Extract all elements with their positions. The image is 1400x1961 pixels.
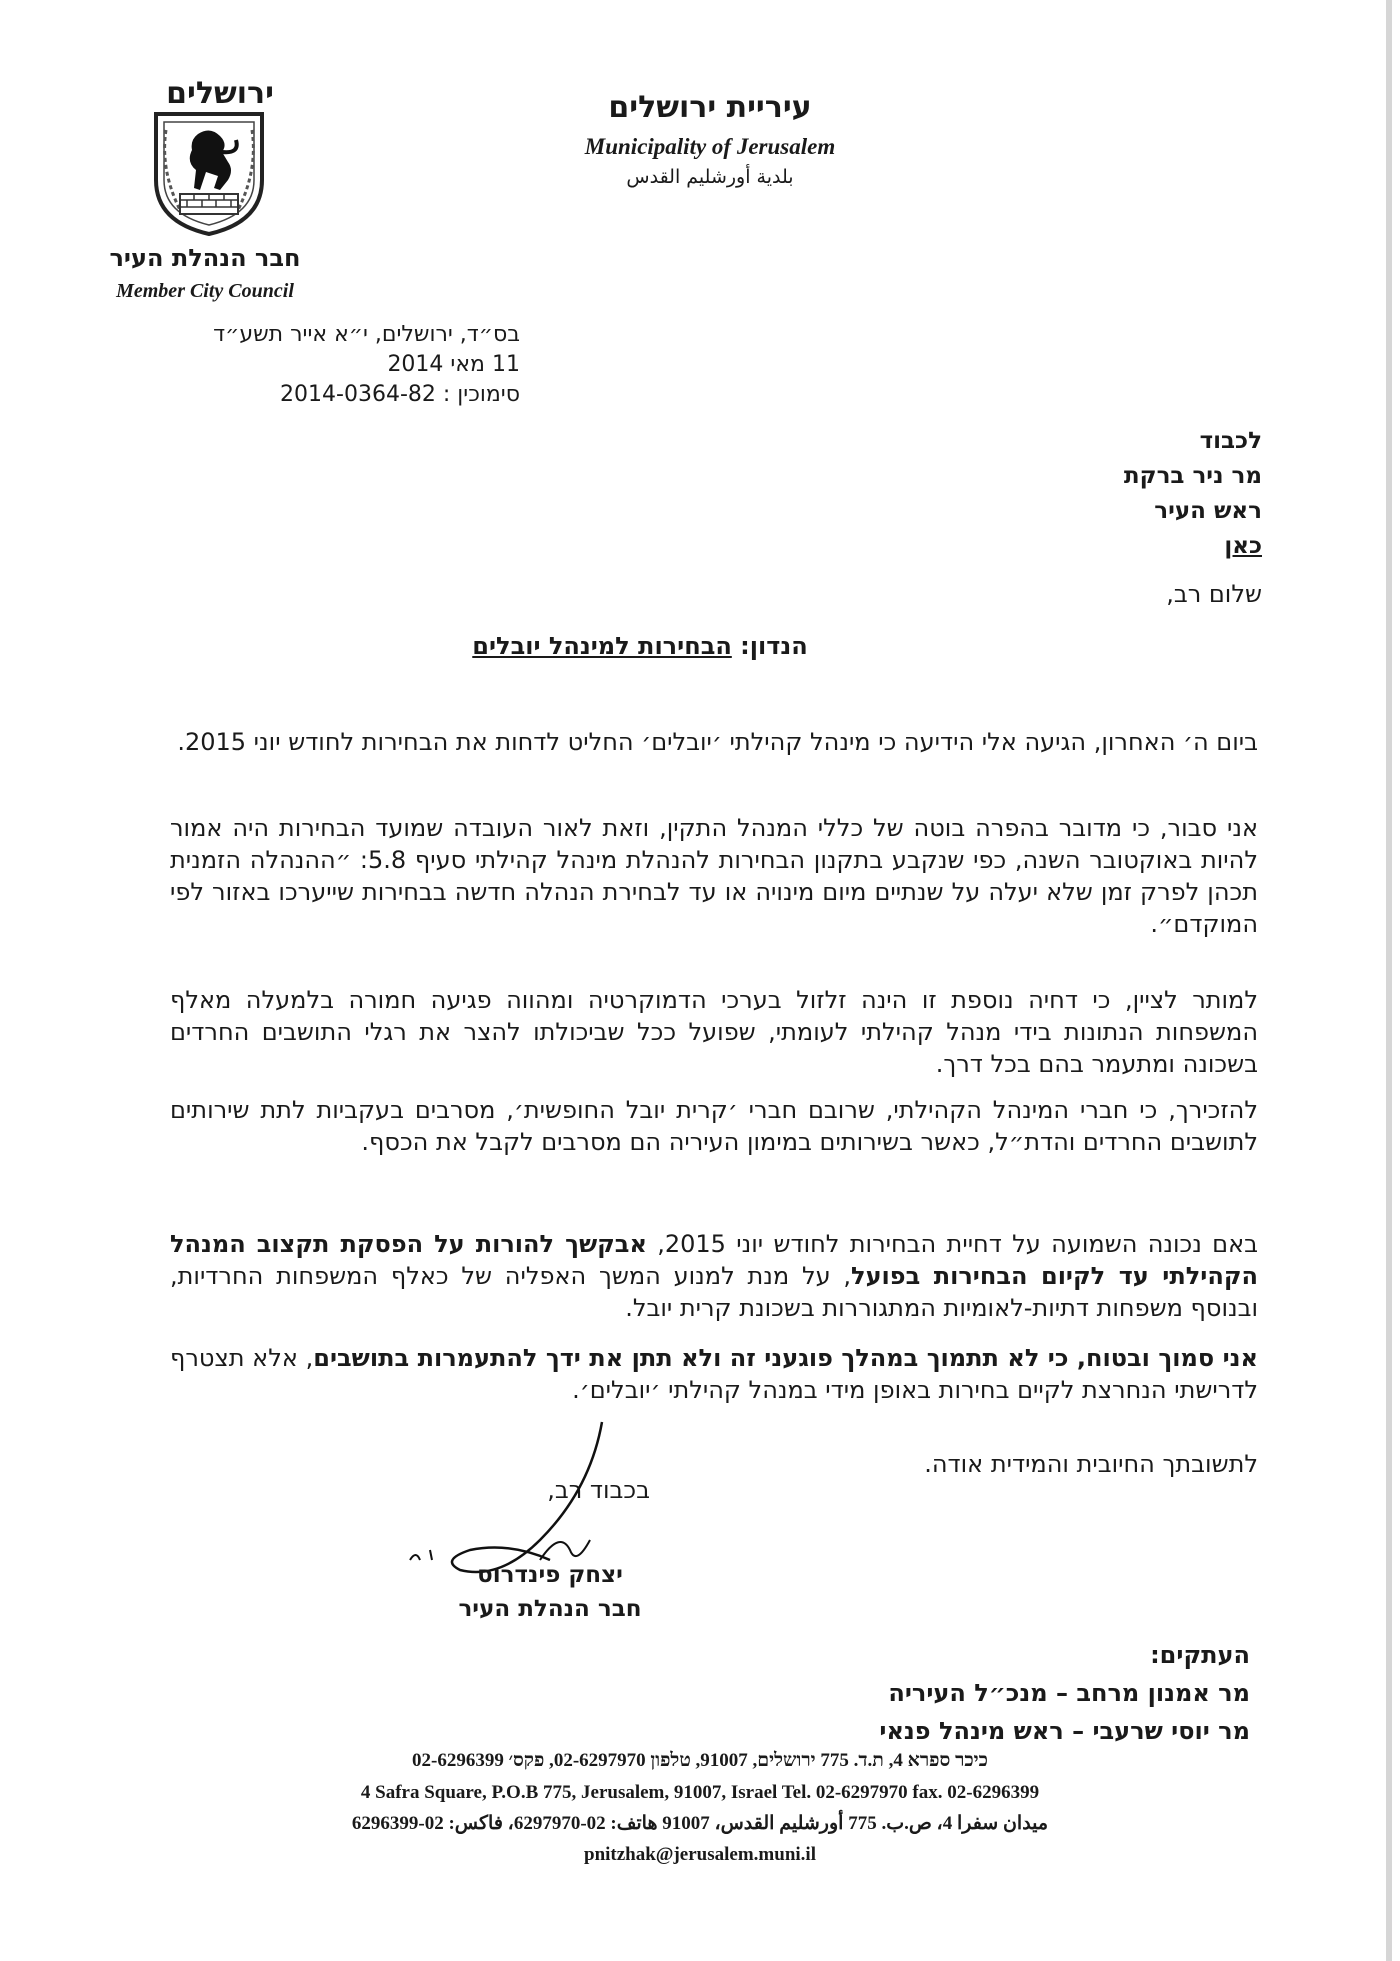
paragraph-5-emphasis: אבקשך להורות על הפסקת תקצוב המנהל הקהילתי עד לקיום הבחירות בפועל bbox=[170, 1230, 1258, 1290]
member-title-he: חבר הנהלת העיר bbox=[109, 244, 301, 272]
paragraph-7: לתשובתך החיובית והמידית אודה. bbox=[924, 1450, 1258, 1478]
jerusalem-emblem-icon bbox=[150, 110, 268, 238]
cc-label: העתקים: bbox=[1150, 1641, 1250, 1669]
footer-email: pnitzhak@jerusalem.muni.il bbox=[584, 1844, 816, 1865]
signer-name: יצחק פינדרוס bbox=[477, 1562, 623, 1588]
addressee-salutation: לכבוד bbox=[1199, 428, 1262, 454]
subject-text: הבחירות למינהל יובלים bbox=[472, 632, 732, 660]
addressee-here: כאן bbox=[1224, 533, 1262, 559]
municipality-name-ar: بلدية أورشليم القدس bbox=[626, 166, 794, 188]
addressee-title: ראש העיר bbox=[1154, 498, 1262, 524]
paragraph-4: להזכירך, כי חברי המינהל הקהילתי, שרובם חברי ׳קרית יובל החופשית׳, מסרבים בעקביות לתת שירותים לתושבים החרדים והדת״ל, כאשר בשירותים במימון העיריה הם מסרבים לקבל את הכסף. bbox=[170, 1096, 1258, 1156]
paragraph-2: אני סבור, כי מדובר בהפרה בוטה של כללי המנהל התקין, וזאת לאור העובדה שמועד הבחירות היה אמור להיות באוקטובר השנה, כפי שנקבע בתקנון הבחירות להנהלת מינהל קהילתי סעיף 5.8: ״ההנהלה הזמנית תכהן לפרק זמן שלא יעלה על שנתיים מיום מינויה או עד לבחירת הנהלה חדשה בבחירות שייערכו באזור לפי המוקדם״. bbox=[170, 814, 1258, 938]
paragraph-1: ביום ה׳ האחרון, הגיעה אלי הידיעה כי מינהל קהילתי ׳יובלים׳ החליט לדחות את הבחירות לחודש יוני 2015. bbox=[177, 728, 1258, 756]
municipality-name-en: Municipality of Jerusalem bbox=[584, 134, 836, 159]
addressee-name: מר ניר ברקת bbox=[1123, 463, 1262, 489]
subject-label: הנדון: bbox=[740, 632, 808, 660]
date-hebrew: בס״ד, ירושלים, י״א אייר תשע״ד bbox=[213, 322, 520, 347]
paragraph-6-emphasis: אני סמוך ובטוח, כי לא תתמוך במהלך פוגעני זה ולא תתן את ידך להתעמרות בתושבים bbox=[313, 1344, 1258, 1372]
cc-recipient-1: מר אמנון מרחב – מנכ״ל העיריה bbox=[888, 1679, 1250, 1707]
closing-regards: בכבוד רב, bbox=[547, 1476, 650, 1504]
date-block bbox=[160, 320, 520, 410]
emblem-city-name: ירושלים bbox=[166, 76, 274, 111]
paragraph-3: למותר לציין, כי דחיה נוספת זו הינה זלזול בערכי הדמוקרטיה ומהווה פגיעה חמורה בלמעלה מאלף המשפחות הנתונות בידי מנהל קהילתי לעומתי, שפועל ככל שביכולתו להצר את רגלי התושבים החרדים בשכונה ומתעמר בהם בכל דרך. bbox=[170, 986, 1258, 1078]
cc-block bbox=[750, 1636, 1250, 1750]
footer-address-he: כיכר ספרא 4, ת.ד. 775 ירושלים, 91007, טלפון 02-6297970, פקס׳ 02-6296399 bbox=[412, 1750, 988, 1771]
paragraph-6-end: , אלא תצטרף לדרישתי הנחרצת לקיים בחירות באופן מידי במנהל קהילתי ׳יובלים׳. bbox=[170, 1344, 1258, 1404]
reference-number: סימוכין : 2014-0364-82 bbox=[280, 382, 520, 407]
paragraph-6 bbox=[170, 1342, 1258, 1406]
paragraph-5-start: באם נכונה השמועה על דחיית הבחירות לחודש יוני 2015, bbox=[646, 1230, 1258, 1258]
paragraph-5-end: , על מנת למנוע המשך האפליה של כאלף המשפחות החרדיות, ובנוסף משפחות דתיות-לאומיות המתגוררות בשכונת קרית יובל. bbox=[170, 1262, 1258, 1322]
subject-line bbox=[360, 632, 920, 660]
municipality-name-he: עיריית ירושלים bbox=[608, 90, 812, 125]
greeting: שלום רב, bbox=[1166, 580, 1262, 608]
addressee-block bbox=[962, 424, 1262, 564]
member-title-en: Member City Council bbox=[116, 280, 294, 302]
footer-address-en: 4 Safra Square, P.O.B 775, Jerusalem, 91007, Israel Tel. 02-6297970 fax. 02-6296399 bbox=[360, 1782, 1040, 1803]
paragraph-5 bbox=[170, 1228, 1258, 1324]
signer-title: חבר הנהלת העיר bbox=[458, 1596, 642, 1622]
footer-address-ar: ميدان سفرا 4، ص.ب. 775 أورشليم القدس، 91007 هاتف: 02-6297970، فاكس: 02-6296399 bbox=[351, 1813, 1049, 1834]
date-gregorian: 11 מאי 2014 bbox=[387, 352, 520, 377]
cc-recipient-2: מר יוסי שרעבי – ראש מינהל פנאי bbox=[879, 1717, 1250, 1745]
